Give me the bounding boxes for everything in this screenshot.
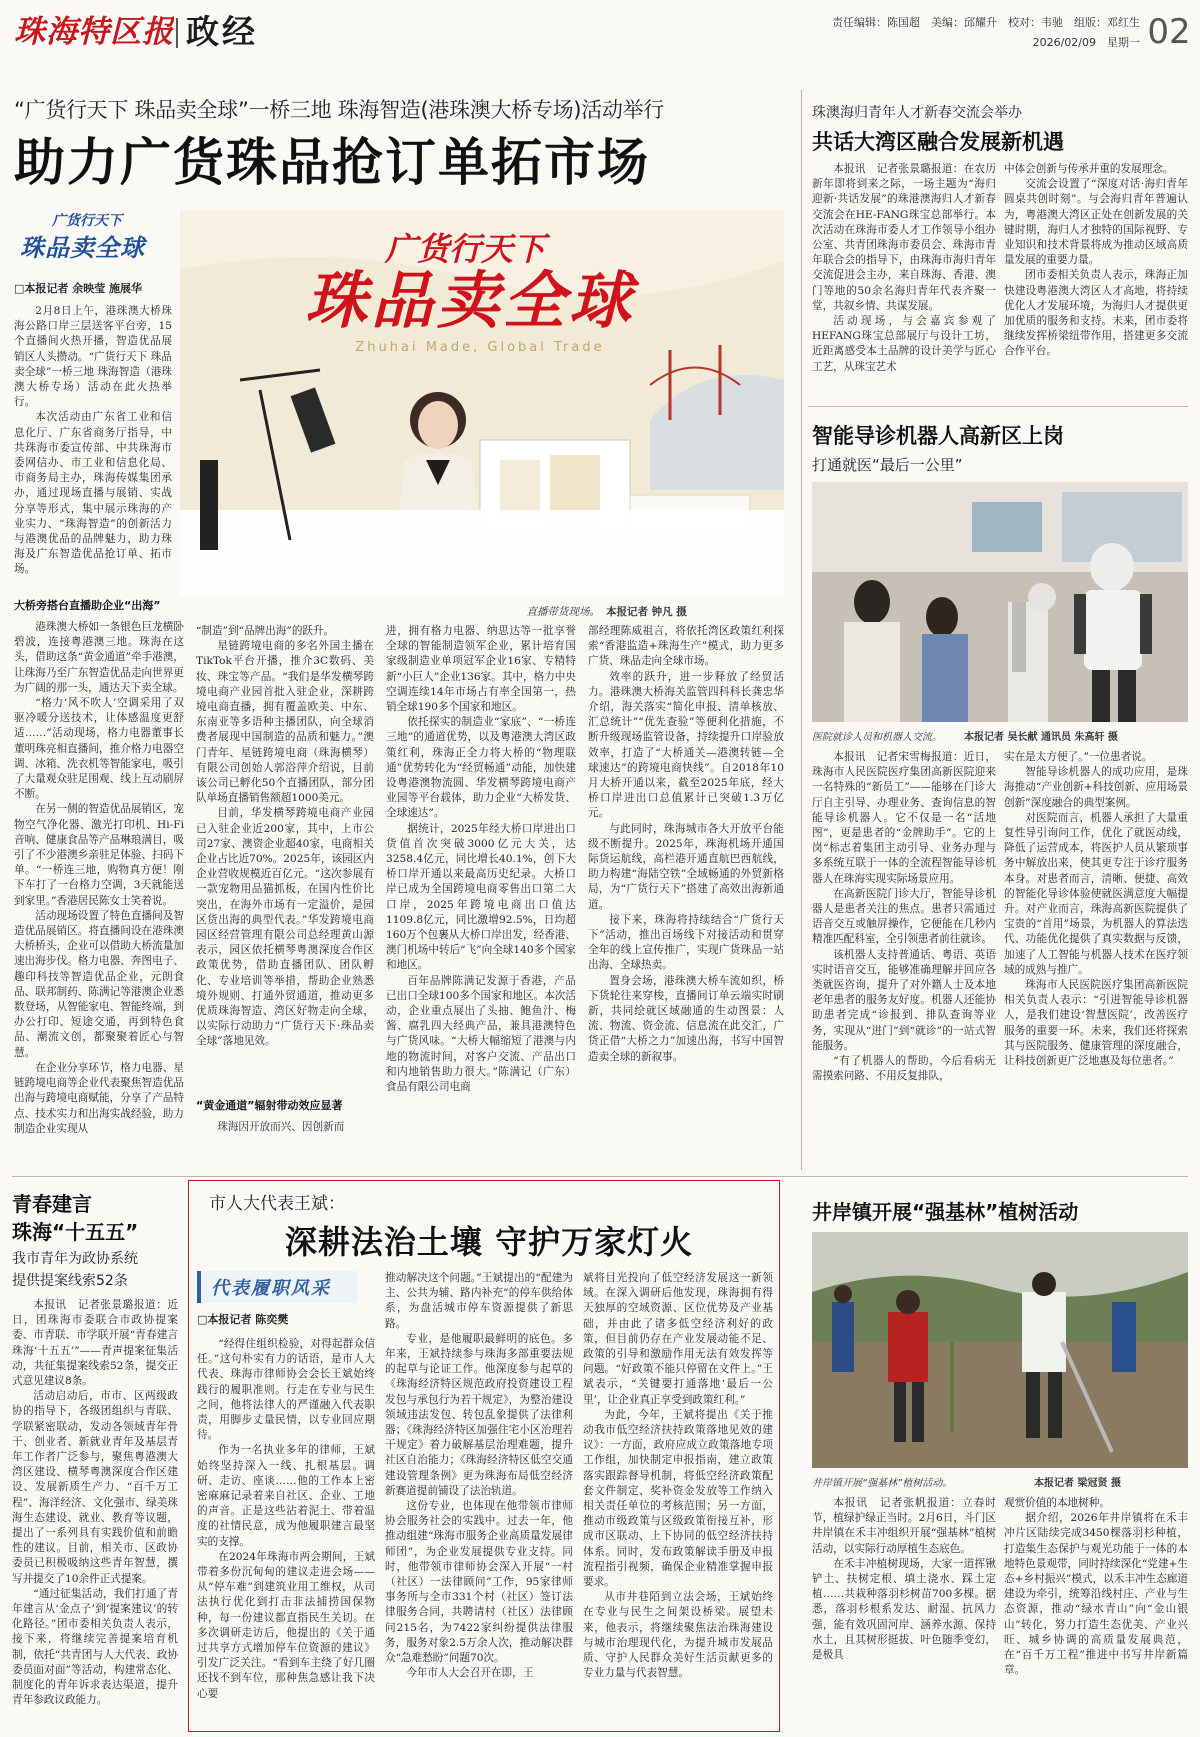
robot-subhead: 打通就医“最后一公里” (812, 456, 963, 474)
paragraph: 星链跨境电商的多名外国主播在TikTok平台开播，推介3C数码、美妆、珠宝等产品。“我们是华发横琴跨境电商产业园首批入驻企业，深耕跨境电商直播，拥有覆盖欧美、中东、东南亚等多语种主播团队，向全球消费者展现中国制造的品质和魅力。”澳门青年、星链跨境电商（珠海横琴）有限公司创始人郭浴萍介绍说，目前该公司已孵化50个直播团队，部分团队单场直播销售额超1000美元。 (196, 640, 374, 805)
paragraph: 据介绍，2026年井岸镇将在禾丰冲片区陆续完成3450棵落羽杉种植，打造集生态保护与观光功能于一体的本地特色景观带，同时持续深化“党建+生态+乡村振兴”模式，以禾丰冲生态廊道建设为牵引，统筹沿线村庄、产业与生态资源，推动“绿水青山”向“金山银山”转化，努力打造生态优美、产业兴旺、城乡协调的高质量发展典范，在“百千万工程”推进中书写井岸新篇章。 (1004, 1512, 1188, 1677)
rep-headline: 深耕法治土壤 守护万家灯火 (284, 1223, 694, 1261)
section-name: 政经 (186, 12, 258, 51)
lead-col4-body (588, 624, 784, 1140)
lead-col2-body (196, 624, 374, 1094)
paragraph: 斌将目光投向了低空经济发展这一新领域。在深入调研后他发现，珠海拥有得天独厚的空域资源、区位优势及产业基础，并由此了诸多低空经济利好的政策，但目前仍存在产业发展动能不足、政策的引导和激励作用无法有效发挥等问题。“好政策不能只停留在文件上。”王斌表示，“关键要打通落地‘最后一公里’，让企业真正享受到政策红利。” (583, 1272, 773, 1406)
paragraph: 本报讯 记者张景璐报道：在农历新年即将到来之际，一场主题为“海归迎新·共话发展”的珠港澳海归人才新春交流会在HE-FANG珠宝总部举行。本次活动在珠海市委人才工作领导小组办公室、共青团珠海市委员会、珠海市青年联合会的指导下，由珠海市海归青年交流促进会主办，来自珠海、香港、澳门等地的50余名海归青年代表齐聚一堂，共叙乡情、共谋发展。 (812, 163, 996, 312)
paragraph: 进，拥有格力电器、纳思达等一批享誉全球的智能制造领军企业，累计培育国家级制造业单项冠军企业16家、专精特新“小巨人”企业136家。其中，格力中央空调连续14年市场占有率全国第一，热销全球190多个国家和地区。 (386, 625, 576, 714)
paragraph: 据统计，2025年经大桥口岸进出口货值首次突破3000亿元大关，达3258.4亿元，同比增长40.1%，创下大桥口岸开通以来最高历史纪录。大桥口岸已成为全国跨境电商零售出口第二大口岸，2025年跨境电商出口值达1109.8亿元，同比激增92.5%，日均超160万个包裹从大桥口岸出发，经香港、澳门机场中转后“飞”向全球140多个国家和地区。 (386, 822, 576, 972)
proposal-headline-2: 珠海“十五五” (12, 1220, 139, 1242)
column-divider (801, 90, 802, 1170)
rep-badge-text: 代表履职风采 (211, 1278, 331, 1299)
lead-byline: □本报记者 余映莹 施展华 (14, 282, 143, 295)
lead-photo-credit: 本报记者 钟凡 摄 (606, 606, 687, 618)
paragraph: 观赏价值的本地树种。 (1004, 1497, 1110, 1509)
paragraph: 部经理陈威祖言，将依托湾区政策红利探索“香港监造+珠海生产”模式，助力更多广货、珠品走向全球市场。 (588, 625, 784, 668)
issue-date: 2026/02/09 星期一 (1032, 36, 1140, 49)
robot-col1-body (812, 750, 996, 1174)
youth-kicker: 珠澳海归青年人才新春交流会举办 (812, 105, 1022, 121)
proposal-headline-1: 青春建言 (12, 1192, 92, 1214)
paragraph: “通过征集活动，我们打通了青年建言从‘金点子’到‘提案建议’的转化路径。”团市委相关负责人表示，接下来，将继续完善提案培育机制，依托“共青团与人大代表、政协委员面对面”等活动，构建常态化、制度化的青年诉求表达渠道，提升青年参政议政能力。 (12, 1587, 178, 1707)
paragraph: 实在是太方便了。”一位患者说。 (1004, 751, 1153, 763)
robot-photo (812, 482, 1188, 722)
paragraph: 交流会设置了“深度对话·海归青年圆桌共创时刻”。与会海归青年普遍认为，粤港澳大湾区正处在创新发展的关键时期，海归人才独特的国际视野、专业知识和技术背景将成为推动区域高质量发展的重要力量。 (1004, 178, 1188, 267)
page-number: 02 (1147, 12, 1191, 52)
photo-banner-english: Zhuhai Made, Global Trade (355, 340, 605, 355)
lead-photo-caption: 直播带货现场。 (526, 606, 600, 618)
paragraph: 在高新医院门诊大厅，智能导诊机器人是患者关注的焦点。患者只需通过语音交互或触屏操作，它便能在几秒内精准匹配科室，全引领患者前往就诊。 (812, 887, 996, 946)
campaign-badge (14, 210, 164, 270)
paragraph: 珠海市人民医院医疗集团高新医院相关负责人表示：“引进智能导诊机器人，是我们建设‘智慧医院’，改善医疗服务的重要一环。未来，我们还将探索其与医院服务、健康管理的深度融合，让科技创新更广泛地惠及每位患者。” (1004, 979, 1188, 1068)
tree-col1-body (812, 1496, 996, 1732)
proposal-subhead-2: 提供提案线索52条 (12, 1273, 128, 1289)
robot-headline: 智能导诊机器人高新区上岗 (812, 424, 1064, 448)
paragraph: 从市井巷陌到立法会场，王斌始终在专业与民生之间架设桥梁。展望未来，他表示，将继续聚焦法治珠海建设与城市治理现代化，为提升城市发展品质、守护人民群众美好生活贡献更多的专业力量与代表智慧。 (583, 1591, 773, 1680)
paragraph: 本报讯 记者宋雪梅报道：近日，珠海市人民医院医疗集团高新医院迎来一名特殊的“新员工”——能够在门诊大厅自主引导、办理业务、查询信息的智能导诊机器人。它不仅是一名“活地图”，更是患者的“金牌助手”。它的上岗“标志着集团主动引导、业务办理与多系统互联于一体的全流程智能导诊机器人在珠海实现实际场景应用。 (812, 751, 996, 885)
paragraph: 这份专业，也体现在他带领市律师协会服务社会的实践中。过去一年，他推动组建“珠海市服务企业高质量发展律师团”，为企业发展提供专业支持。同时，他带领市律师协会深入开展“一村（社区）一法律顾问”工作，95家律师事务所与全市331个村（社区）签订法律服务合同，共聘请村（社区）法律顾问215名，为7422家纠纷提供法律服务，服务对象2.5万余人次，推动解决群众“急难愁盼”问题70次。 (385, 1500, 573, 1665)
robot-photo-caption: 医院就诊人员和机器人交流。 (812, 732, 942, 743)
paragraph: 效率的跃升，进一步释放了经贸活力。港珠澳大桥海关监管四科科长龚忠华介绍，海关落实“简化申报、清单核放、汇总统计”“优先查验”等便利化措施，不断升级现场监管设备，持续提升口岸验放效率，打造了“大桥通关—港澳转链—全球速达”的跨境电商快线”。自2018年10月大桥开通以来，截至2025年底，经大桥口岸进出口总值累计已突破1.3万亿元。 (588, 670, 784, 820)
robot-scene (812, 482, 1188, 722)
lead-col3-body (386, 624, 576, 1140)
tree-headline: 井岸镇开展“强基林”植树活动 (812, 1200, 1079, 1224)
lead-col1-body (14, 620, 184, 1140)
paragraph: 智能导诊机器人的成功应用，是珠海推动“产业创新+科技创新、应用场景创新”深度融合的典型案例。 (1004, 766, 1188, 809)
paragraph: 对医院而言，机器人承担了大量重复性导引询问工作，优化了就医动线，降低了运营成本，将医护人员从繁琐事务中解放出来，使其更专注于诊疗服务本身。对患者而言，清晰、便捷、高效的智能化导诊体验使就医满意度大幅提升。对产业而言，珠海高新医院提供了宝贵的“首用”场景，为机器人的算法迭代、功能优化提供了真实数据与反馈，加速了人工智能与机器人技术在医疗领域的成熟与推广。 (1004, 811, 1188, 976)
paragraph: 在禾丰冲植树现场，大家一道挥锹铲土、扶树定根、填土浇水、踩土定植……共栽种落羽杉树苗700多棵。据悉，落羽杉根系发达、耐湿、抗风力强，能有效巩固河岸、涵养水源、保持水土，且其树形挺拔、叶色随季变幻，是极具 (812, 1557, 996, 1662)
youth-proposal-article (12, 1180, 180, 1732)
photo-banner-line1: 广货行天下 (384, 230, 545, 266)
robot-col2-body (1004, 750, 1188, 1174)
paragraph: 在另一侧的智造优品展销区，宠物空气净化器、激光打印机、Hi-Fi音响、健康食品等产品琳琅满目，吸引了不少港澳乡亲驻足体验、扫码下单。“一桥连三地，购物真方便！刚下车打了一台格力空调，3天就能送到家里。”香港居民陈女士笑着说。 (14, 803, 184, 907)
paragraph: 目前，华发横琴跨境电商产业园已入驻企业近200家，其中，上市公司27家、澳资企业超40家，电商相关企业占比近70%。2025年，该园区内企业营收规模近百亿元。“这次参展有一款宠物用品猫抓板，在国内性价比突出，在海外市场有一定溢价，是园区货出海的典型代表。”华发跨境电商园区经营管理有限公司总经理黄山源表示，园区依托横琴粤澳深度合作区政策优势，借助直播团队、团队孵化、专业培训等举措，帮助企业熟悉境外规则、打通外贸通道，推动更多优质珠海智造、湾区好物走向全球，以实际行动助力“广货行天下·珠品卖全球”落地见效。 (196, 807, 374, 1048)
paragraph: 在企业分享环节，格力电器、星链跨境电商等企业代表聚焦智造优品出海与跨境电商赋能，分享了产品特点、技术实力和出海实战经验，助力制造企业实现从 (14, 1061, 184, 1135)
youth-exchange-article (808, 96, 1192, 396)
rep-col2-body (385, 1271, 573, 1729)
section-rule (12, 1176, 1188, 1177)
representative-article (188, 1180, 780, 1732)
paragraph: “有了机器人的帮助，今后看病无需摸索问路、不用反复排队， (812, 1055, 996, 1083)
editor-credits: 责任编辑：陈国超 美编：邱耀升 校对：韦驰 组版：邓红生 (832, 16, 1140, 29)
tree-col2-body (1004, 1496, 1188, 1732)
paragraph: 为此，今年，王斌将提出《关于推动我市低空经济扶持政策落地见效的建议》：一方面，政府应成立政策落地专项工作组，加快制定申报指南，建立政策落实跟踪督导机制，将低空经济政策配套文件制定、奖补资金发放等工作纳入相关责任单位的考核范围；另一方面，推动市级政策与区级政策衔接互补，形成市区联动、上下协同的低空经济扶持体系。同时，发布政策解读手册及申报流程指引视频，确保企业精准掌握申报要求。 (583, 1408, 773, 1589)
proposal-subhead-1: 我市青年为政协系统 (12, 1251, 138, 1267)
paragraph: 百年品牌陈满记发源于香港，产品已出口全球100多个国家和地区。本次活动，企业重点展出了头抽、鲍鱼汁、梅酱、腐乳四大经典产品，兼具港澳特色与广货风味。“大桥大幅缩短了港澳与内地的物流时间，对客户交流、产品出口和内地销售助力很大。”陈满记（广东）食品有限公司电商 (386, 974, 576, 1094)
lead-subhead-1: 大桥旁搭台直播助企业“出海” (14, 599, 161, 612)
paragraph: 该机器人支持普通话、粤语、英语实时语音交互，能够准确理解并回应各类就医咨询，提升了对外籍人士及本地老年患者的服务友好度。机器人还能协助患者完成“诊报到、排队查询等业务，实现从“进门”到“就诊”的一站式智能服务。 (812, 948, 996, 1052)
paragraph: 本报讯 记者张帆报道：立春时节，植绿护绿正当时。2月6日，斗门区井岸镇在禾丰冲组织开展“强基林”植树活动，以实际行动厚植生态底色。 (812, 1497, 996, 1555)
photo-banner-line2: 珠品卖全球 (304, 264, 635, 337)
paragraph: 活动现场，与会嘉宾参观了HEFANG珠宝总部展厅与设计工坊，近距离感受本土品牌的设计美学与匠心工艺，从珠宝艺术 (812, 315, 996, 373)
paragraph: 团市委相关负责人表示，珠海正加快建设粤港澳大湾区人才高地，将持续优化人才发展环境，为海归人才提供更加优质的服务和支持。未来，团市委将继续发挥桥梁纽带作用，搭建更多交流合作平台。 (1004, 269, 1188, 358)
paper-name: 珠海特区报 (14, 14, 174, 50)
paragraph: 推动解决这个问题。”王斌提出的“配建为主、公共为辅、路内补充”的停车供给体系，为盘活城市停车资源提供了新思路。 (385, 1272, 573, 1330)
paragraph: “制造”到“品牌出海”的跃升。 (196, 625, 335, 637)
tree-photo-credit: 本报记者 梁冠贤 摄 (1034, 1478, 1121, 1489)
lead-headline: 助力广货珠品抢订单拓市场 (14, 133, 651, 193)
paragraph: 作为一名执业多年的律师，王斌始终坚持深入一线、扎根基层。调研、走访、座谈……他的工作本上密密麻麻记录着来自社区、企业、工地的声音。正是这些沾着泥土、带着温度的社情民意，成为他履职建言最坚实的支撑。 (197, 1444, 375, 1548)
rep-col3-body (583, 1271, 773, 1729)
youth-col1-body (812, 162, 996, 396)
robot-article (808, 414, 1192, 1174)
rep-byline: □本报记者 陈奕樊 (197, 1313, 289, 1326)
paragraph: 本报讯 记者张景璐报道：近日，团珠海市委联合市政协提案委、市青联、市学联开展“青春建言珠海‘十五五’”——青声提案征集活动，共征集提案线索52条，提交正式意见建议8条。 (12, 1299, 178, 1388)
badge-line1: 广货行天下 (52, 213, 122, 229)
paragraph: 专业，是他履职最鲜明的底色。多年来，王斌持续参与珠海多部重要法规的起草与论证工作。他深度参与起草的《珠海经济特区规范政府投资建设工程发包与承包行为若干规定》，为整治建设领域违法发包、转包乱象提供了法律利器；《珠海经济特区加强住宅小区治理若干规定》着力破解基层治理难题，提升社区自治能力；《珠海经济特区低空交通建设管理条例》更为珠海布局低空经济新赛道提前铺设了法治轨道。 (385, 1332, 573, 1497)
paragraph: 与此同时，珠海城市各大开放平台能级不断提升。2025年，珠海机场开通国际货运航线，高栏港开通直航巴西航线，助力构建“海陆空铁”全域畅通的外贸新格局，为“广货行天下”搭建了高效出海新通道。 (588, 822, 784, 911)
paragraph: 置身会场，港珠澳大桥车流如织，桥下货轮往来穿梭，直播间订单云端实时刷新，共同绘就区域融通的生动图景：人流、物流、资金流、信息流在此交汇，广货正借“大桥之力”加速出海，书写中国智造卖全球的新叙事。 (588, 974, 784, 1063)
paragraph: 今年市人大会召开在即，王 (406, 1667, 534, 1680)
lead-article (0, 62, 796, 1192)
paragraph: 中体会创新与传承并重的发展理念。 (1004, 163, 1174, 175)
tree-planting-scene (812, 1232, 1188, 1468)
rep-column-badge (197, 1271, 357, 1303)
paragraph: 活动启动后，市市、区两级政协的指导下，各级团组织与青联、学联紧密联动，发动各领域青年骨干、创业者、新就业青年及基层青年工作者广泛参与，聚焦粤港澳大湾区建设、横琴粤澳深度合作区建设、发展新质生产力、“百千万工程”、海洋经济、文化强市、绿美珠海生态建设、就业、教育等议题，提出了一系列具有实践价值和前瞻性的建议。目前，相关市、区政协委员已积极吸纳这些青年智慧，撰写并提交了10余件正式提案。 (12, 1390, 178, 1585)
proposal-body (12, 1298, 178, 1728)
tree-planting-article (808, 1180, 1192, 1732)
badge-line2: 珠品卖全球 (20, 233, 145, 262)
paragraph: 本次活动由广东省工业和信息化厅、广东省商务厅指导，中共珠海市委宣传部、中共珠海市委网信办、市工业和信息化局、市商务局主办，珠海传媒集团承办，通过现场直播与展销、实战分享等形式，集中展示珠海的产业实力、“珠海智造”的创新活力与港澳优品的品牌魅力，助力珠海及广东智造优品抢订单、拓市场。 (14, 411, 172, 576)
youth-col2-body (1004, 162, 1188, 396)
paragraph: “格力‘风不吹人’空调采用了双驱冷暖分送技术，让体感温度更舒适……”活动现场，格力电器董事长董明珠亮相直播间，推介格力电器空调、冰箱、洗衣机等智能家电，吸引了大量观众驻足围观、线上互动刷屏不断。 (14, 697, 184, 801)
tree-photo-caption: 井岸镇开展“强基林”植树活动。 (812, 1478, 953, 1489)
paragraph: 珠海因开放而兴、因创新而 (217, 1121, 345, 1133)
lead-subhead-2: “黄金通道”辐射带动效应显著 (196, 1099, 343, 1112)
masthead (0, 0, 1200, 60)
lead-kicker: “广货行天下 珠品卖全球”一桥三地 珠海智造(港珠澳大桥专场)活动举行 (14, 98, 664, 122)
youth-headline: 共话大湾区融合发展新机遇 (812, 130, 1064, 154)
lead-col1-intro (14, 304, 172, 594)
tree-planting-photo (812, 1232, 1188, 1468)
robot-photo-credit: 本报记者 吴长献 通讯员 朱高轩 摄 (964, 732, 1118, 743)
paragraph: 港珠澳大桥如一条银色巨龙横卧碧波，连接粤港澳三地。珠海在这头，借助这条“黄金通道”牵手港澳，让珠海乃至广东智造优品走向世界更为广阔的那一头，通达天下卖全球。 (14, 621, 184, 694)
paragraph: 活动现场设置了特色直播间及智造优品展销区。将直播间设在港珠澳大桥桥头，企业可以借助大桥流量加速出海步伐。格力电器、奔图电子、趣印科技等智造优品企业，元朗食品、联邦制药、陈满记等港澳企业悉数登场，从智能家电、智能终端，到办公打印、短途交通，再到特色食品、潮流文创，都聚聚着匠心与智慧。 (14, 909, 184, 1059)
rep-col1-body (197, 1337, 375, 1729)
livestream-photo (180, 210, 784, 596)
paragraph: 依托探实的制造业“家底”、“一桥连三地”的通道优势，以及粤港澳大湾区政策红利，珠海正全力将大桥的“物理联通”优势转化为“经贸畅通”动能，加快建设粤港澳物流圆、华发横琴跨境电商产业园等平台载体，助力企业“大桥发货、全球速达”。 (386, 716, 576, 820)
paragraph: “经得住组织检验，对得起群众信任。”这句朴实有力的话语，是市人大代表、珠海市律师协会会长王斌始终践行的履职准则。行走在专业与民生之间，他将法律人的严谨融入代表职责，用脚步丈量民情，以专业回应期待。 (197, 1338, 375, 1442)
lead-col2-tail (196, 1120, 374, 1140)
section-rule (808, 406, 1188, 407)
paragraph: 接下来，珠海将持续结合“广货行天下”活动，推出百场线下对接活动和贯穿全年的线上宣传推广，实现广货珠品一站出海、全球热卖。 (588, 913, 784, 972)
rep-kicker: 市人大代表王斌： (209, 1194, 345, 1213)
masthead-divider (176, 18, 178, 48)
paragraph: 2月8日上午，港珠澳大桥珠海公路口岸三层送客平台旁，15个直播间火热开播，智造优品展销区人头攒动。“广货行天下 珠品卖全球”一桥三地 珠海智造（港珠澳大桥专场）活动在此火热举行。 (14, 305, 172, 409)
paragraph: 在2024年珠海市两会期间，王斌带着多份沉甸甸的建议走进会场——从“停车难”到建筑业用工维权，从司法执行优化到打击非法捕捞国保物种，每一份建议都直指民生关切。在多次调研走访后，他提出的《关于通过共享方式增加停车位资源的建议》引发广泛关注。“看到车主绕了好几圈还找不到车位，那种焦急感让我下决心要 (197, 1550, 375, 1700)
